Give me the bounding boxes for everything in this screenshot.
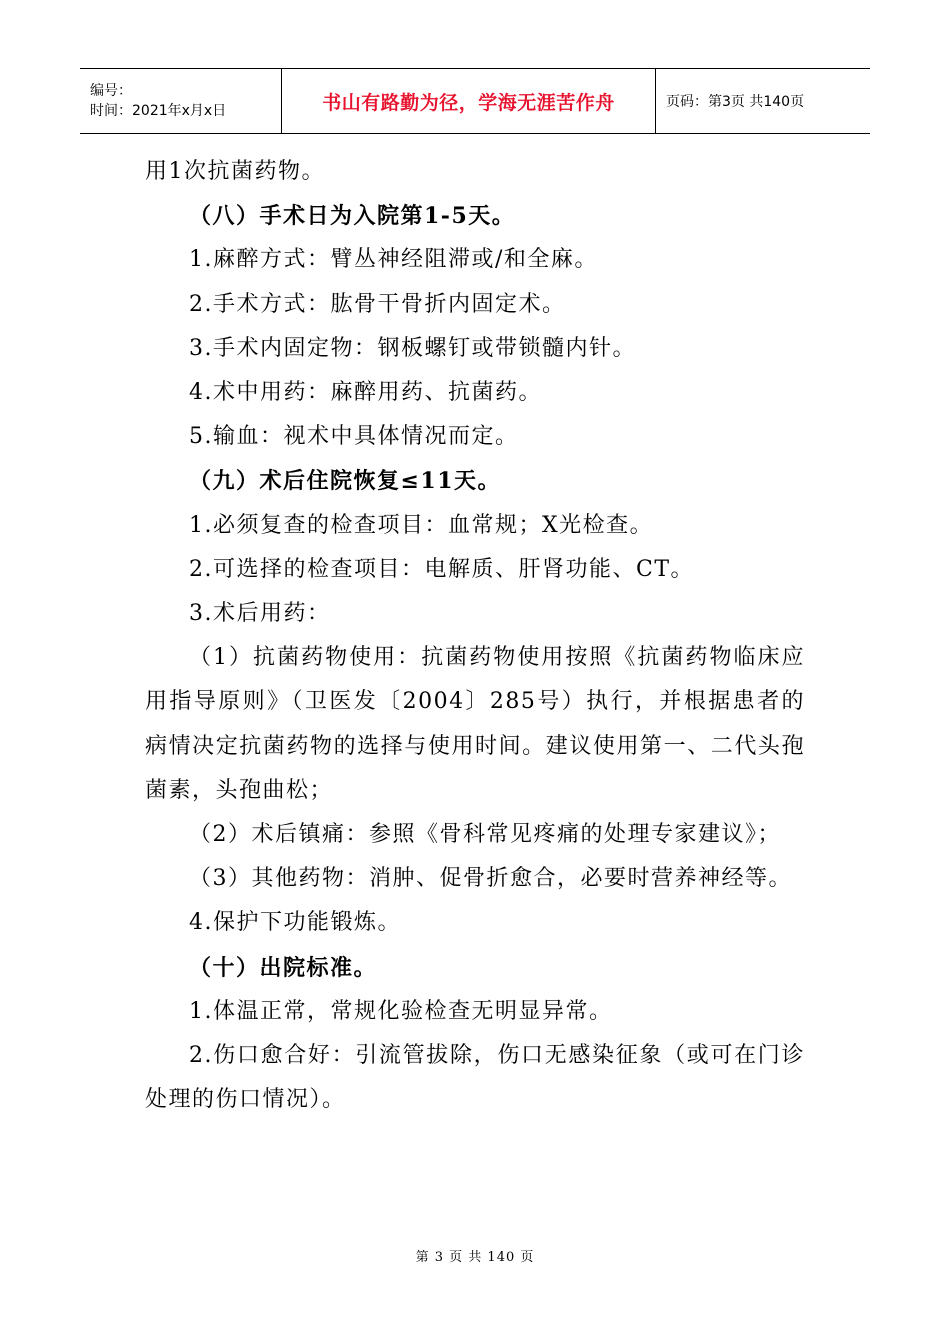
paragraph: 4.术中用药：麻醉用药、抗菌药。 xyxy=(189,380,542,406)
paragraph: 2.伤口愈合好：引流管拔除，伤口无感染征象（或可在门诊处理的伤口情况）。 xyxy=(145,1043,805,1113)
document-body xyxy=(145,150,805,1122)
paragraph: 1.必须复查的检查项目：血常规；X光检查。 xyxy=(189,512,654,538)
page-footer: 第 3 页 共 140 页 xyxy=(415,1250,535,1265)
paragraph: 4.保护下功能锻炼。 xyxy=(189,910,401,936)
number-label: 编号： xyxy=(90,83,132,99)
header-left-cell xyxy=(80,69,282,133)
section-heading: （八）手术日为入院第1-5天。 xyxy=(189,203,516,230)
paragraph: 用1次抗菌药物。 xyxy=(145,159,325,184)
paragraph: 5.输血：视术中具体情况而定。 xyxy=(189,424,519,450)
paragraph: （3）其他药物：消肿、促骨折愈合，必要时营养神经等。 xyxy=(189,866,792,892)
paragraph: （2）术后镇痛：参照《骨科常见疼痛的处理专家建议》； xyxy=(189,822,781,848)
section-heading: （九）术后住院恢复≤11天。 xyxy=(189,468,502,495)
time-label: 时间：2021年x月x日 xyxy=(90,103,227,119)
section-heading: （十）出院标准。 xyxy=(189,954,378,981)
paragraph: 1.体温正常，常规化验检查无明显异常。 xyxy=(189,998,613,1024)
paragraph: 3.术后用药： xyxy=(189,601,331,627)
header-motto: 书山有路勤为径，学海无涯苦作舟 xyxy=(282,69,656,133)
paragraph: （1）抗菌药物使用：抗菌药物使用按照《抗菌药物临床应用指导原则》（卫医发〔2004〕285号）执行，并根据患者的病情决定抗菌药物的选择与使用时间。建议使用第一、二代头孢菌素，头孢曲松； xyxy=(145,645,805,803)
paragraph: 2.手术方式：肱骨干骨折内固定术。 xyxy=(189,291,566,317)
header-page-info: 页码：第3页 共140页 xyxy=(666,94,805,110)
paragraph: 2.可选择的检查项目：电解质、肝肾功能、CT。 xyxy=(189,556,694,582)
paragraph: 3.手术内固定物：钢板螺钉或带锁髓内针。 xyxy=(189,335,636,361)
page-header xyxy=(80,68,870,134)
paragraph: 1.麻醉方式：臂丛神经阻滞或/和全麻。 xyxy=(189,247,598,273)
